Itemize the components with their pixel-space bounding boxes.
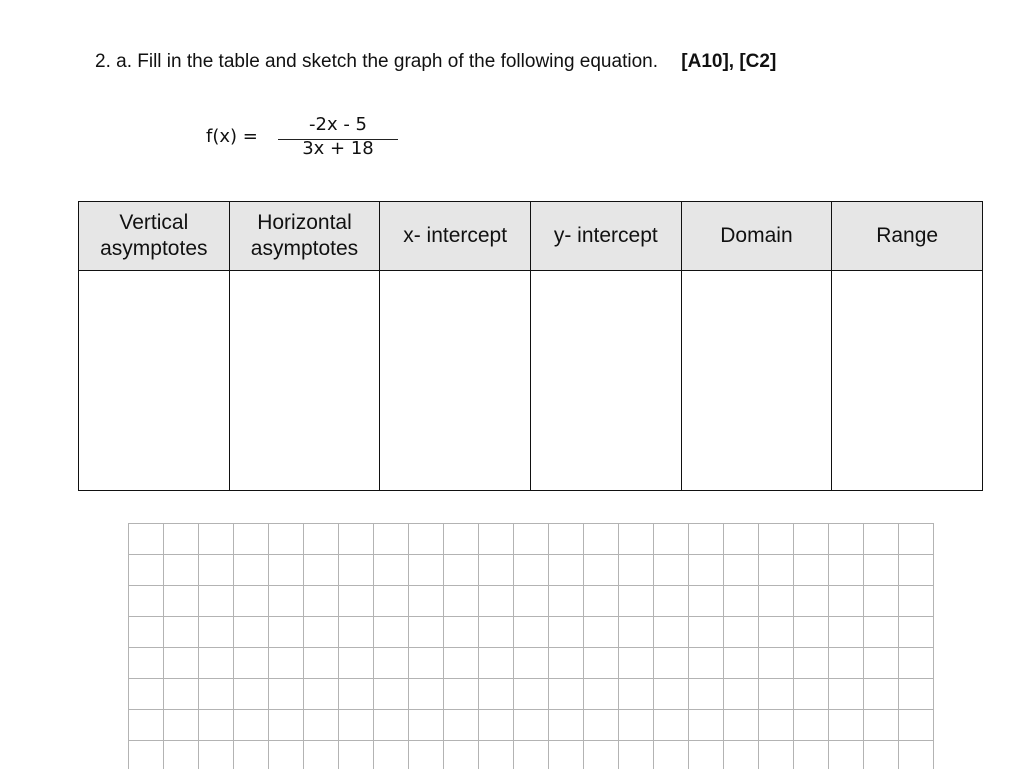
answer-cell-x-intercept[interactable] [380, 271, 531, 491]
header-line: Horizontal [257, 211, 352, 234]
table-header-row [79, 202, 983, 271]
answer-table [78, 201, 983, 491]
graph-paper[interactable] [128, 523, 934, 769]
table-answer-row [79, 271, 983, 491]
equation-numerator: -2x - 5 [309, 114, 367, 135]
header-vertical-asymptotes [79, 202, 230, 271]
equation-fraction [278, 114, 398, 160]
header-line: asymptotes [100, 237, 208, 260]
header-line: Range [876, 224, 939, 247]
question-prompt [95, 50, 776, 74]
answer-cell-range[interactable] [832, 271, 983, 491]
answer-cell-vertical-asymptotes[interactable] [79, 271, 230, 491]
question-text: 2. a. Fill in the table and sketch the graph of the following equation. [95, 51, 658, 72]
header-range [832, 202, 983, 271]
answer-cell-y-intercept[interactable] [530, 271, 681, 491]
header-line: x- intercept [403, 224, 508, 247]
header-line: Domain [720, 224, 793, 247]
header-horizontal-asymptotes [229, 202, 380, 271]
header-x-intercept [380, 202, 531, 271]
header-line: Vertical [119, 211, 189, 234]
equation-lhs: f(x) = [206, 126, 258, 147]
answer-cell-domain[interactable] [681, 271, 832, 491]
question-codes: [A10], [C2] [681, 51, 777, 72]
equation-denominator: 3x + 18 [302, 138, 374, 159]
header-y-intercept [530, 202, 681, 271]
header-line: y- intercept [553, 224, 658, 247]
answer-cell-horizontal-asymptotes[interactable] [229, 271, 380, 491]
header-line: asymptotes [250, 237, 359, 260]
header-domain [681, 202, 832, 271]
